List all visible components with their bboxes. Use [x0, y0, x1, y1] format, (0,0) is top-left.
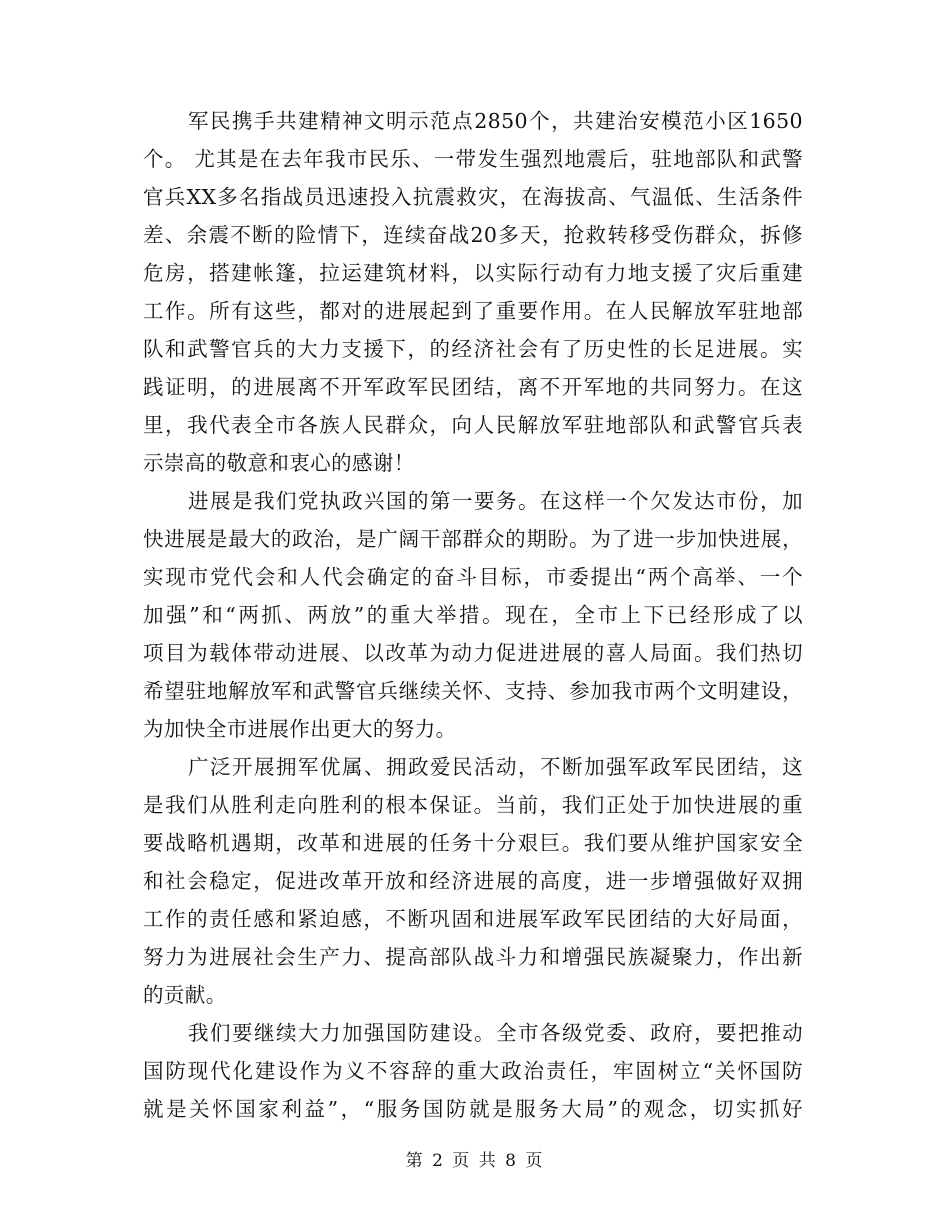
text-line: 军民携手共建精神文明示范点2850个，共建治安模范小区1650	[188, 109, 803, 133]
text-line: 危房，搭建帐篷，拉运建筑材料，以实际行动有力地支援了灾后重建	[143, 261, 803, 285]
text-line: 项目为载体带动进展、以改革为动力促进进展的喜人局面。我们热切	[143, 641, 803, 665]
page-number-footer: 第 2 页 共 8 页	[405, 1151, 545, 1171]
text-line: 官兵XX多名指战员迅速投入抗震救灾，在海拔高、气温低、生活条件	[143, 185, 803, 209]
text-line: 的贡献。	[143, 983, 227, 1007]
text-line: 就是关怀国家利益”，“服务国防就是服务大局”的观念，切实抓好	[143, 1097, 803, 1121]
text-line: 工作的责任感和紧迫感，不断巩固和进展军政军民团结的大好局面，	[143, 907, 803, 931]
text-line: 个。 尤其是在去年我市民乐、一带发生强烈地震后，驻地部队和武警	[143, 147, 803, 171]
text-line: 示崇高的敬意和衷心的感谢！	[143, 451, 415, 475]
text-line: 是我们从胜利走向胜利的根本保证。当前，我们正处于加快进展的重	[143, 793, 803, 817]
text-line: 实现市党代会和人代会确定的奋斗目标，市委提出“两个高举、一个	[143, 565, 803, 589]
text-line: 里，我代表全市各族人民群众，向人民解放军驻地部队和武警官兵表	[143, 413, 803, 437]
text-line: 广泛开展拥军优属、拥政爱民活动，不断加强军政军民团结，这	[188, 755, 803, 779]
text-line: 努力为进展社会生产力、提高部队战斗力和增强民族凝聚力，作出新	[143, 945, 803, 969]
text-line: 工作。所有这些，都对的进展起到了重要作用。在人民解放军驻地部	[143, 299, 803, 323]
text-line: 国防现代化建设作为义不容辞的重大政治责任，牢固树立“关怀国防	[143, 1059, 803, 1083]
text-line: 为加快全市进展作出更大的努力。	[143, 717, 457, 741]
text-line: 进展是我们党执政兴国的第一要务。在这样一个欠发达市份，加	[188, 489, 803, 513]
text-line: 践证明，的进展离不开军政军民团结，离不开军地的共同努力。在这	[143, 375, 803, 399]
text-line: 队和武警官兵的大力支援下，的经济社会有了历史性的长足进展。实	[143, 337, 803, 361]
text-line: 要战略机遇期，改革和进展的任务十分艰巨。我们要从维护国家安全	[143, 831, 803, 855]
text-line: 快进展是最大的政治，是广阔干部群众的期盼。为了进一步加快进展，	[143, 527, 803, 551]
text-line: 加强”和“两抓、两放”的重大举措。现在，全市上下已经形成了以	[143, 603, 803, 627]
text-line: 差、余震不断的险情下，连续奋战20多天，抢救转移受伤群众，拆修	[143, 223, 803, 247]
text-line: 希望驻地解放军和武警官兵继续关怀、支持、参加我市两个文明建设，	[143, 679, 803, 703]
text-line: 和社会稳定，促进改革开放和经济进展的高度，进一步增强做好双拥	[143, 869, 803, 893]
document-body	[143, 102, 803, 1128]
text-line: 我们要继续大力加强国防建设。全市各级党委、政府，要把推动	[188, 1021, 803, 1045]
